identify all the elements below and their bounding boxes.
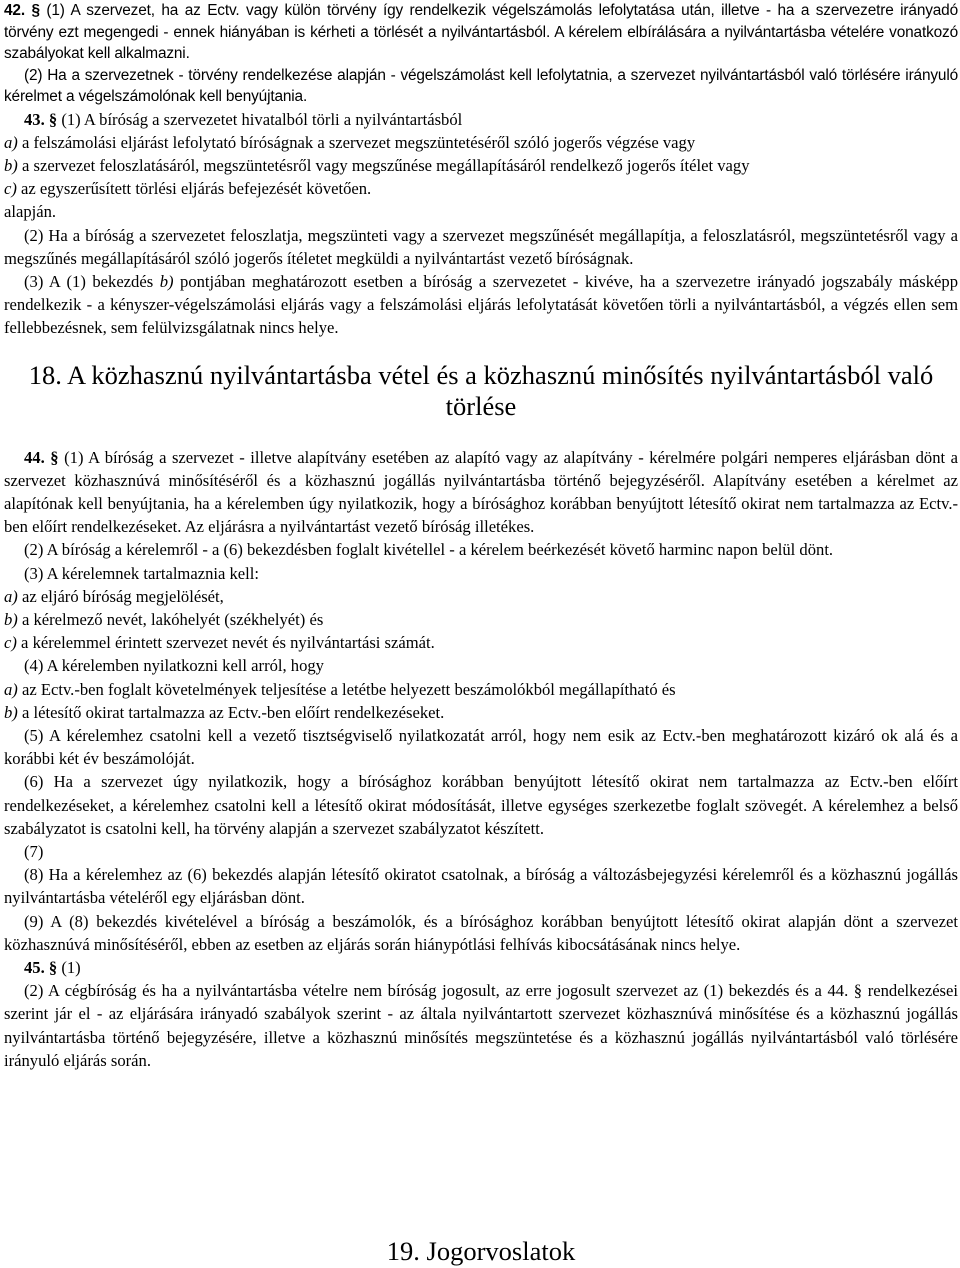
article-number: 43. [24, 109, 45, 129]
point-44-4-b [4, 701, 958, 724]
paragraph-43-2: (2) Ha a bíróság a szervezetet feloszlatja, megszünteti vagy a szervezet megszűnését megállapítja, a feloszlatásról, megszüntetésről vagy a megszűnés megállapításáról szóló jogerős ítéletet megküldi a nyilvántartást vezető bíróságnak. [4, 225, 958, 268]
point-text: az eljáró bíróság megjelölését, [17, 586, 224, 606]
point-letter: a) [4, 132, 18, 152]
paragraph-43-closing: alapján. [4, 202, 57, 222]
paragraph-44-1 [4, 446, 958, 539]
paragraph-43-3 [4, 270, 958, 340]
point-43-b [4, 154, 958, 177]
section-mark: § [48, 958, 58, 977]
point-text: az egyszerűsített törlési eljárás befejezését követően. [16, 179, 372, 199]
paragraph-44-6: (6) Ha a szervezet úgy nyilatkozik, hogy a bírósághoz korábban benyújtott létesítő okirat nem tartalmazza az Ectv.-ben előírt rendelkezéseket, a kérelemhez csatolni kell a létesítő okirat módosítását, illetve egységes szerkezetbe foglalt szövegét. A kérelemhez a belső szabályzatot is csatolni kell, ha törvény alapján a szervezet szabályzatot készített. [4, 772, 958, 838]
paragraph-44-3: (3) A kérelemnek tartalmaznia kell: [24, 563, 259, 583]
chapter-heading-18: 18. A közhasznú nyilvántartásba vétel és a közhasznú minősítés nyilvántartásból való törlése [28, 359, 934, 421]
point-text: a kérelmező nevét, lakóhelyét (székhelyét) és [17, 609, 324, 629]
section-45 [4, 956, 958, 1072]
paragraph-44-2: (2) A bíróság a kérelemről - a (6) bekezdésben foglalt kivétellel - a kérelem beérkezését követő harminc napon belül dönt. [24, 540, 834, 560]
paragraph-43-1 [4, 108, 958, 131]
paragraph-text: (1) A bíróság a szervezet - illetve alapítvány esetében az alapító vagy az alapítvány - kérelmére polgári nemperes eljárásban dönt a szervezet közhasznúvá minősítéséről és a közhasznú jogállás nyilvántartásba történő bejegyzéséről. Alapítvány esetében a kérelmet az alapítónak kell benyújtania, ha a kérelemben úgy nyilatkozik, hogy a bírósághoz korábban benyújtott létesítő okirat nem tartalmazza az Ectv.-ben előírt rendelkezéseket. Az eljárásra a nyilvántartást vezető bíróság illetékes. [4, 447, 958, 537]
point-text: a felszámolási eljárást lefolytató bíróságnak a szervezet megszüntetéséről szóló jogerős végzése vagy [17, 132, 696, 152]
paragraph-text: (1) A bíróság a szervezetet hivatalból törli a nyilvántartásból [57, 109, 463, 129]
paragraph-44-7: (7) [24, 841, 44, 861]
point-letter: b) [4, 609, 18, 629]
paragraph-44-8: (8) Ha a kérelemhez az (6) bekezdés alapján létesítő okiratot csatolnak, a bíróság a változásbejegyzési kérelemről és a közhasznú jogállás nyilvántartásba vételéről egy eljárásban dönt. [4, 865, 958, 908]
point-letter: a) [4, 679, 18, 699]
article-number: 44. [24, 447, 45, 467]
paragraph-text: (3) A (1) bekezdés [24, 271, 160, 291]
paragraph-text: (1) A szervezet, ha az Ectv. vagy külön törvény így rendelkezik végelszámolás lefolytatása után, illetve - ha a szervezetre irányadó törvény ezt megengedi - ennek hiányában is kérheti a törlését a nyilvántartásból. A kérelem elbírálására a nyilvántartásba vételére vonatkozó szabályokat kell alkalmazni. [4, 2, 958, 62]
article-number: 42. [4, 2, 25, 19]
document-page [4, 0, 958, 1266]
point-44-4-a [4, 678, 958, 701]
point-text: a kérelemmel érintett szervezet nevét és nyilvántartási számát. [16, 633, 435, 653]
point-43-c [4, 177, 958, 200]
point-letter: a) [4, 586, 18, 606]
paragraph-44-9: (9) A (8) bekezdés kivételével a bíróság a beszámolók, és a bírósághoz korábban benyújtott létesítő okirat alapján dönt a szervezet közhasznúvá minősítéséről, ebben az esetben az eljárás során hiánypótlási felhívás kibocsátásának nincs helye. [4, 911, 958, 954]
paragraph-42-2: (2) Ha a szervezetnek - törvény rendelkezése alapján - végelszámolást kell lefolytatnia, a szervezet nyilvántartásból való törlésére irányuló kérelmet a végelszámolónak kell benyújtania. [4, 66, 958, 105]
point-text: az Ectv.-ben foglalt követelmények teljesítése a letétbe helyezett beszámolókból megállapítható és [17, 679, 676, 699]
section-42 [4, 0, 958, 108]
paragraph-45-2: (2) A cégbíróság és ha a nyilvántartásba vételre nem bíróság jogosult, az erre jogosult szervezet az (1) bekezdés és a 44. § rendelkezései szerint jár el - az eljárására irányadó szabályok szerint - az általa nyilvántartott szervezet közhasznúvá minősítése és a közhasznú jogállás nyilvántartásba történő bejegyzésére, illetve a közhasznú minősítés megszüntetése és a közhasznú jogállás nyilvántartásból való törlésére irányuló eljárás során. [4, 981, 958, 1070]
point-letter: b) [159, 271, 174, 291]
point-letter: c) [4, 633, 17, 653]
paragraph-44-4: (4) A kérelemben nyilatkozni kell arról, hogy [24, 656, 324, 676]
point-letter: b) [4, 155, 18, 175]
point-letter: b) [4, 702, 18, 722]
point-letter: c) [4, 179, 17, 199]
section-44 [4, 446, 958, 956]
section-43 [4, 108, 958, 340]
point-44-3-c [4, 631, 958, 654]
point-44-3-a [4, 585, 958, 608]
point-44-3-b [4, 608, 958, 631]
point-43-a [4, 131, 958, 154]
point-text: a szervezet feloszlatásáról, megszüntetésről vagy megszűnése megállapításáról rendelkező jogerős ítélet vagy [17, 155, 750, 175]
chapter-heading-19: 19. Jogorvoslatok [386, 1236, 576, 1266]
paragraph-text: (1) [57, 958, 81, 977]
section-mark: § [50, 447, 59, 467]
section-mark: § [48, 109, 58, 129]
paragraph-44-5: (5) A kérelemhez csatolni kell a vezető tisztségviselő nyilatkozatát arról, hogy nem esik az Ectv.-ben meghatározott kizáró ok alá és a korábbi két év beszámolóját. [4, 725, 958, 769]
paragraph-45-1 [4, 956, 958, 979]
section-mark: § [31, 2, 40, 19]
point-text: a létesítő okirat tartalmazza az Ectv.-ben előírt rendelkezéseket. [17, 702, 445, 722]
paragraph-text: pontjában meghatározott esetben a bíróság a szervezetet - kivéve, ha a szervezetre irányadó jogszabály másképp rendelkezik - a kényszer-végelszámolási eljárás vagy a felszámolási eljárás lefolytatását követően törli a nyilvántartásból, a végzés ellen sem fellebbezésnek, sem felülvizsgálatnak nincs helye. [4, 271, 958, 338]
paragraph-42-1 [4, 0, 958, 65]
article-number: 45. [24, 958, 45, 977]
